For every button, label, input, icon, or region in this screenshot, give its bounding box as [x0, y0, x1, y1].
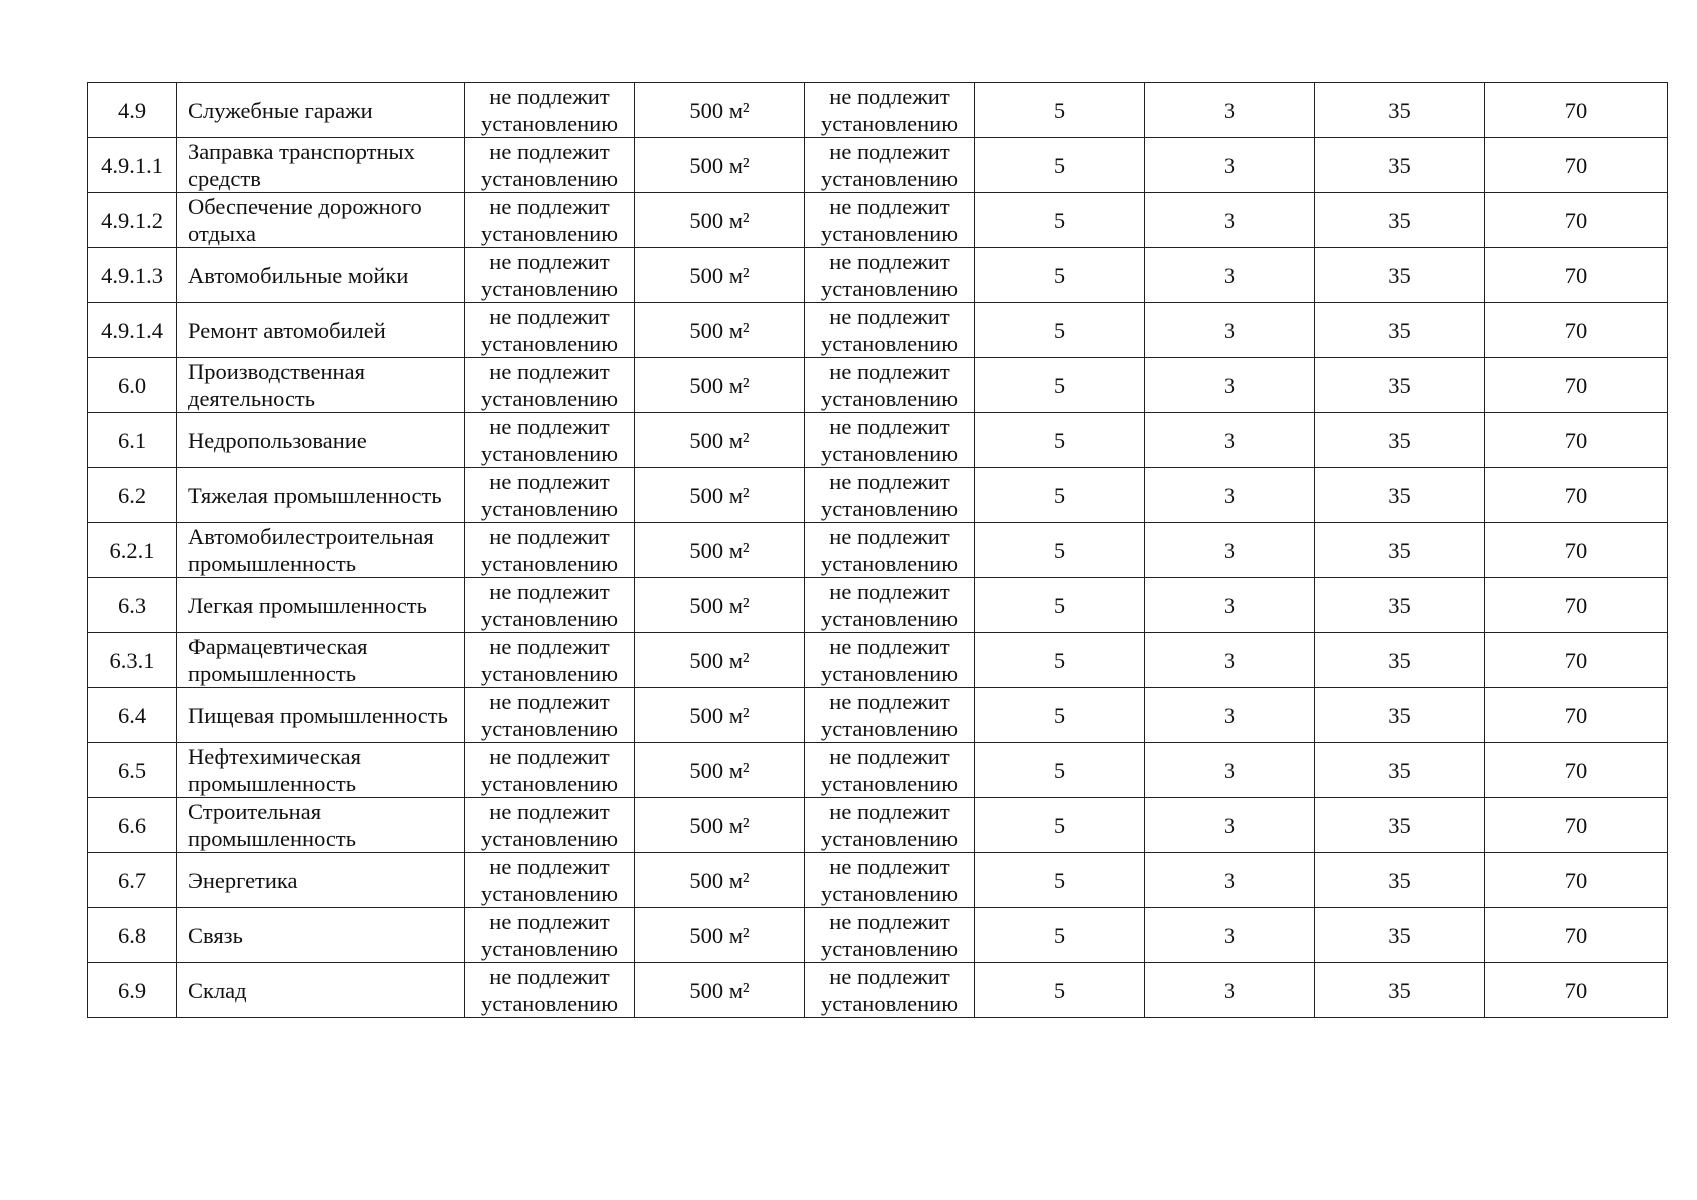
- use-name-cell: Связь: [177, 908, 465, 963]
- table-row: [88, 853, 1668, 908]
- plot-limit-cell: не подлежит установлению: [805, 468, 975, 523]
- use-code-cell: 4.9.1.3: [88, 248, 177, 303]
- min-plot-size-cell: не подлежит установлению: [465, 248, 635, 303]
- use-code-cell: 6.2: [88, 468, 177, 523]
- min-setback-cell: 5: [975, 963, 1145, 1018]
- max-plot-area-cell: 500 м²: [635, 633, 805, 688]
- max-plot-area-cell: 500 м²: [635, 743, 805, 798]
- min-setback-cell: 5: [975, 248, 1145, 303]
- plot-limit-cell: не подлежит установлению: [805, 908, 975, 963]
- table-row: [88, 688, 1668, 743]
- max-plot-area-cell: 500 м²: [635, 303, 805, 358]
- max-floors-cell: 3: [1145, 303, 1315, 358]
- use-name-cell: Энергетика: [177, 853, 465, 908]
- use-code-cell: 6.4: [88, 688, 177, 743]
- use-name-cell: Тяжелая промышленность: [177, 468, 465, 523]
- plot-limit-cell: не подлежит установлению: [805, 743, 975, 798]
- plot-limit-cell: не подлежит установлению: [805, 138, 975, 193]
- plot-limit-cell: не подлежит установлению: [805, 248, 975, 303]
- use-name-cell: Строительная промышленность: [177, 798, 465, 853]
- max-coverage-cell: 70: [1485, 743, 1668, 798]
- min-plot-size-cell: не подлежит установлению: [465, 743, 635, 798]
- document-page: [87, 82, 1667, 1018]
- table-row: [88, 468, 1668, 523]
- max-height-cell: 35: [1315, 688, 1485, 743]
- table-row: [88, 83, 1668, 138]
- use-code-cell: 6.6: [88, 798, 177, 853]
- min-setback-cell: 5: [975, 83, 1145, 138]
- max-height-cell: 35: [1315, 853, 1485, 908]
- table-row: [88, 413, 1668, 468]
- max-coverage-cell: 70: [1485, 798, 1668, 853]
- max-plot-area-cell: 500 м²: [635, 413, 805, 468]
- min-plot-size-cell: не подлежит установлению: [465, 908, 635, 963]
- use-code-cell: 6.3: [88, 578, 177, 633]
- max-floors-cell: 3: [1145, 83, 1315, 138]
- max-plot-area-cell: 500 м²: [635, 248, 805, 303]
- use-code-cell: 6.0: [88, 358, 177, 413]
- max-floors-cell: 3: [1145, 578, 1315, 633]
- use-name-cell: Автомобилестроительная промышленность: [177, 523, 465, 578]
- table-row: [88, 743, 1668, 798]
- use-code-cell: 6.2.1: [88, 523, 177, 578]
- min-plot-size-cell: не подлежит установлению: [465, 468, 635, 523]
- max-coverage-cell: 70: [1485, 963, 1668, 1018]
- max-plot-area-cell: 500 м²: [635, 688, 805, 743]
- min-plot-size-cell: не подлежит установлению: [465, 633, 635, 688]
- use-code-cell: 4.9: [88, 83, 177, 138]
- min-plot-size-cell: не подлежит установлению: [465, 413, 635, 468]
- max-floors-cell: 3: [1145, 248, 1315, 303]
- table-row: [88, 358, 1668, 413]
- table-row: [88, 248, 1668, 303]
- use-code-cell: 4.9.1.1: [88, 138, 177, 193]
- use-code-cell: 6.8: [88, 908, 177, 963]
- plot-limit-cell: не подлежит установлению: [805, 688, 975, 743]
- max-height-cell: 35: [1315, 633, 1485, 688]
- use-name-cell: Производственная деятельность: [177, 358, 465, 413]
- table-row: [88, 798, 1668, 853]
- max-plot-area-cell: 500 м²: [635, 523, 805, 578]
- table-body: [88, 83, 1668, 1018]
- min-setback-cell: 5: [975, 413, 1145, 468]
- max-coverage-cell: 70: [1485, 83, 1668, 138]
- max-floors-cell: 3: [1145, 908, 1315, 963]
- max-coverage-cell: 70: [1485, 468, 1668, 523]
- plot-limit-cell: не подлежит установлению: [805, 523, 975, 578]
- min-plot-size-cell: не подлежит установлению: [465, 358, 635, 413]
- plot-limit-cell: не подлежит установлению: [805, 578, 975, 633]
- use-name-cell: Ремонт автомобилей: [177, 303, 465, 358]
- max-coverage-cell: 70: [1485, 413, 1668, 468]
- plot-limit-cell: не подлежит установлению: [805, 358, 975, 413]
- max-height-cell: 35: [1315, 468, 1485, 523]
- max-height-cell: 35: [1315, 963, 1485, 1018]
- max-floors-cell: 3: [1145, 633, 1315, 688]
- min-setback-cell: 5: [975, 303, 1145, 358]
- max-floors-cell: 3: [1145, 413, 1315, 468]
- min-plot-size-cell: не подлежит установлению: [465, 138, 635, 193]
- max-coverage-cell: 70: [1485, 853, 1668, 908]
- max-plot-area-cell: 500 м²: [635, 853, 805, 908]
- max-coverage-cell: 70: [1485, 358, 1668, 413]
- max-plot-area-cell: 500 м²: [635, 138, 805, 193]
- use-name-cell: Автомобильные мойки: [177, 248, 465, 303]
- max-height-cell: 35: [1315, 413, 1485, 468]
- max-plot-area-cell: 500 м²: [635, 358, 805, 413]
- plot-limit-cell: не подлежит установлению: [805, 798, 975, 853]
- min-setback-cell: 5: [975, 193, 1145, 248]
- min-setback-cell: 5: [975, 138, 1145, 193]
- max-floors-cell: 3: [1145, 853, 1315, 908]
- min-plot-size-cell: не подлежит установлению: [465, 578, 635, 633]
- max-height-cell: 35: [1315, 908, 1485, 963]
- max-floors-cell: 3: [1145, 688, 1315, 743]
- max-height-cell: 35: [1315, 193, 1485, 248]
- plot-limit-cell: не подлежит установлению: [805, 193, 975, 248]
- table-row: [88, 908, 1668, 963]
- max-floors-cell: 3: [1145, 743, 1315, 798]
- max-height-cell: 35: [1315, 358, 1485, 413]
- table-row: [88, 303, 1668, 358]
- min-setback-cell: 5: [975, 853, 1145, 908]
- max-height-cell: 35: [1315, 743, 1485, 798]
- use-code-cell: 4.9.1.4: [88, 303, 177, 358]
- min-plot-size-cell: не подлежит установлению: [465, 798, 635, 853]
- min-setback-cell: 5: [975, 523, 1145, 578]
- max-height-cell: 35: [1315, 578, 1485, 633]
- max-floors-cell: 3: [1145, 523, 1315, 578]
- max-coverage-cell: 70: [1485, 138, 1668, 193]
- max-height-cell: 35: [1315, 523, 1485, 578]
- table-row: [88, 633, 1668, 688]
- table-row: [88, 138, 1668, 193]
- plot-limit-cell: не подлежит установлению: [805, 303, 975, 358]
- min-plot-size-cell: не подлежит установлению: [465, 303, 635, 358]
- max-height-cell: 35: [1315, 83, 1485, 138]
- max-coverage-cell: 70: [1485, 633, 1668, 688]
- min-plot-size-cell: не подлежит установлению: [465, 963, 635, 1018]
- plot-limit-cell: не подлежит установлению: [805, 83, 975, 138]
- max-height-cell: 35: [1315, 248, 1485, 303]
- max-floors-cell: 3: [1145, 358, 1315, 413]
- use-name-cell: Фармацевтическая промышленность: [177, 633, 465, 688]
- plot-limit-cell: не подлежит установлению: [805, 413, 975, 468]
- min-plot-size-cell: не подлежит установлению: [465, 853, 635, 908]
- max-height-cell: 35: [1315, 798, 1485, 853]
- min-plot-size-cell: не подлежит установлению: [465, 83, 635, 138]
- max-plot-area-cell: 500 м²: [635, 83, 805, 138]
- table-row: [88, 193, 1668, 248]
- max-floors-cell: 3: [1145, 468, 1315, 523]
- min-setback-cell: 5: [975, 578, 1145, 633]
- use-name-cell: Нефтехимическая промышленность: [177, 743, 465, 798]
- use-code-cell: 6.3.1: [88, 633, 177, 688]
- max-coverage-cell: 70: [1485, 303, 1668, 358]
- min-setback-cell: 5: [975, 688, 1145, 743]
- use-name-cell: Легкая промышленность: [177, 578, 465, 633]
- max-plot-area-cell: 500 м²: [635, 908, 805, 963]
- max-floors-cell: 3: [1145, 138, 1315, 193]
- max-plot-area-cell: 500 м²: [635, 578, 805, 633]
- max-floors-cell: 3: [1145, 193, 1315, 248]
- min-setback-cell: 5: [975, 358, 1145, 413]
- land-use-regulations-table: [87, 82, 1668, 1018]
- max-coverage-cell: 70: [1485, 908, 1668, 963]
- min-setback-cell: 5: [975, 908, 1145, 963]
- min-setback-cell: 5: [975, 798, 1145, 853]
- use-code-cell: 4.9.1.2: [88, 193, 177, 248]
- max-coverage-cell: 70: [1485, 578, 1668, 633]
- min-plot-size-cell: не подлежит установлению: [465, 193, 635, 248]
- min-setback-cell: 5: [975, 633, 1145, 688]
- plot-limit-cell: не подлежит установлению: [805, 633, 975, 688]
- max-height-cell: 35: [1315, 138, 1485, 193]
- use-code-cell: 6.9: [88, 963, 177, 1018]
- min-setback-cell: 5: [975, 468, 1145, 523]
- use-name-cell: Недропользование: [177, 413, 465, 468]
- max-coverage-cell: 70: [1485, 688, 1668, 743]
- table-row: [88, 963, 1668, 1018]
- max-plot-area-cell: 500 м²: [635, 193, 805, 248]
- min-setback-cell: 5: [975, 743, 1145, 798]
- use-name-cell: Заправка транспортных средств: [177, 138, 465, 193]
- max-plot-area-cell: 500 м²: [635, 468, 805, 523]
- max-coverage-cell: 70: [1485, 193, 1668, 248]
- max-plot-area-cell: 500 м²: [635, 963, 805, 1018]
- use-name-cell: Пищевая промышленность: [177, 688, 465, 743]
- min-plot-size-cell: не подлежит установлению: [465, 523, 635, 578]
- use-code-cell: 6.7: [88, 853, 177, 908]
- max-height-cell: 35: [1315, 303, 1485, 358]
- max-floors-cell: 3: [1145, 798, 1315, 853]
- use-name-cell: Склад: [177, 963, 465, 1018]
- max-coverage-cell: 70: [1485, 248, 1668, 303]
- use-name-cell: Обеспечение дорожного отдыха: [177, 193, 465, 248]
- max-plot-area-cell: 500 м²: [635, 798, 805, 853]
- plot-limit-cell: не подлежит установлению: [805, 853, 975, 908]
- use-code-cell: 6.1: [88, 413, 177, 468]
- min-plot-size-cell: не подлежит установлению: [465, 688, 635, 743]
- max-floors-cell: 3: [1145, 963, 1315, 1018]
- plot-limit-cell: не подлежит установлению: [805, 963, 975, 1018]
- table-row: [88, 523, 1668, 578]
- table-row: [88, 578, 1668, 633]
- use-name-cell: Служебные гаражи: [177, 83, 465, 138]
- max-coverage-cell: 70: [1485, 523, 1668, 578]
- use-code-cell: 6.5: [88, 743, 177, 798]
